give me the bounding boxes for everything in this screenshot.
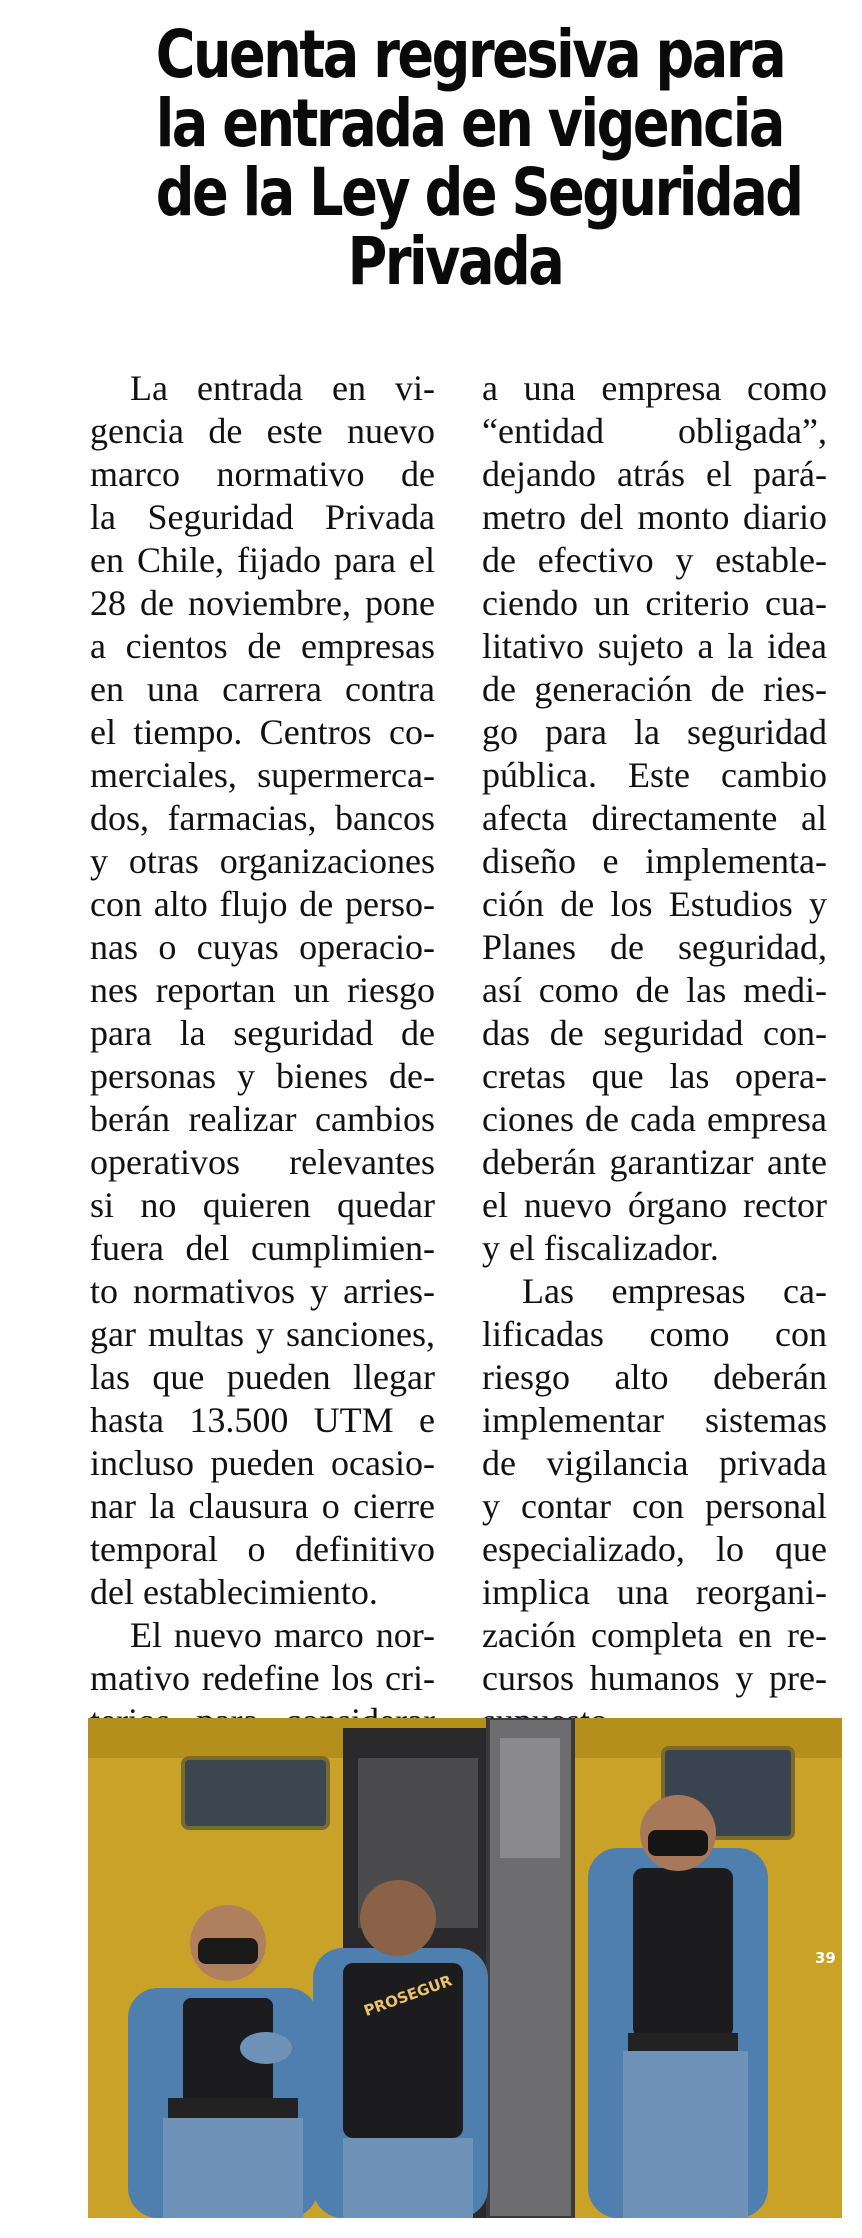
article-text-line: riesgo alto deberán — [482, 1357, 827, 1397]
article-text-line: nar la clausura o cierre — [90, 1486, 435, 1526]
article-text-line: mativo redefine los cri- — [90, 1658, 435, 1698]
article-text-line: de vigilancia privada — [482, 1443, 827, 1483]
vest-label: PROSEGUR — [361, 1971, 455, 2021]
article-text-line: cursos humanos y pre- — [482, 1658, 827, 1698]
article-text-line: 28 de noviembre, pone — [90, 583, 435, 623]
article-text-line: personas y bienes de- — [90, 1056, 435, 1096]
article-text-line: ción de los Estudios y — [482, 884, 827, 924]
headline-line: de la Ley de Seguridad — [155, 154, 802, 231]
article-text-line: nas o cuyas operacio- — [90, 927, 435, 967]
article-text-line: implementar sistemas — [482, 1400, 827, 1440]
article-text-line: litativo sujeto a la idea — [482, 626, 827, 666]
article-text-line: en una carrera contra — [90, 669, 435, 709]
article-text-line: de generación de ries- — [482, 669, 827, 709]
truck-window — [183, 1758, 328, 1828]
article-text-line: el nuevo órgano rector — [482, 1185, 827, 1225]
article-text-line: “entidad obligada”, — [482, 411, 827, 451]
article-text-line: Planes de seguridad, — [482, 927, 827, 967]
truck-number: 39 — [815, 1949, 836, 1967]
article-text-line: y el fiscalizador. — [482, 1228, 719, 1268]
article-text-line: la Seguridad Privada — [90, 497, 435, 537]
article-text-line: Las empresas ca- — [522, 1271, 827, 1311]
article-text-line: ciendo un criterio cua- — [482, 583, 827, 623]
article-text-line: diseño e implementa- — [482, 841, 827, 881]
article-text-line: en Chile, fijado para el — [90, 540, 435, 580]
guard-right — [588, 1795, 768, 2218]
article-text-line: para la seguridad de — [90, 1013, 435, 1053]
article-text-line: deberán garantizar ante — [482, 1142, 827, 1182]
article-text-line: a una empresa como — [482, 368, 827, 408]
article-text-line: así como de las medi- — [482, 970, 827, 1010]
article-text-line: fuera del cumplimien- — [90, 1228, 435, 1268]
article-text-line: El nuevo marco nor- — [130, 1615, 435, 1655]
article-text-line: go para la seguridad — [482, 712, 827, 752]
article-text-line: marco normativo de — [90, 454, 435, 494]
article-text-line: zación completa en re- — [482, 1615, 827, 1655]
article-text-line: afecta directamente al — [482, 798, 827, 838]
article-text-line: to normativos y arries- — [90, 1271, 435, 1311]
article-text-line: das de seguridad con- — [482, 1013, 827, 1053]
article-text-line: operativos relevantes — [90, 1142, 435, 1182]
headline-line: Privada — [347, 223, 563, 300]
security-guards-photo — [88, 1718, 842, 2218]
article-column-left — [90, 367, 435, 1743]
article-text-line: las que pueden llegar — [90, 1357, 435, 1397]
article-text-line: del establecimiento. — [90, 1572, 378, 1612]
article-text-line: hasta 13.500 UTM e — [90, 1400, 435, 1440]
article-text-line: y otras organizaciones — [90, 841, 435, 881]
article-photo — [88, 1718, 842, 2218]
article-text-line: con alto flujo de perso- — [90, 884, 435, 924]
article-text-line: dos, farmacias, bancos — [90, 798, 435, 838]
article-text-line: gar multas y sanciones, — [90, 1314, 435, 1354]
article-text-line: el tiempo. Centros co- — [90, 712, 435, 752]
article-text-line: temporal o definitivo — [90, 1529, 435, 1569]
article-text-line: implica una reorgani- — [482, 1572, 827, 1612]
article-text-line: berán realizar cambios — [90, 1099, 435, 1139]
article-column-right — [482, 367, 827, 1743]
article-text-line: gencia de este nuevo — [90, 411, 435, 451]
article-text-line: incluso pueden ocasio- — [90, 1443, 435, 1483]
article-text-line: si no quieren quedar — [90, 1185, 435, 1225]
article-text-line: ciones de cada empresa — [482, 1099, 827, 1139]
headline-line: la entrada en vigencia — [155, 85, 783, 162]
article-text-line: especializado, lo que — [482, 1529, 827, 1569]
headline-line: Cuenta regresiva para — [155, 16, 785, 93]
article-text-line: nes reportan un riesgo — [90, 970, 435, 1010]
article-text-line: La entrada en vi- — [130, 368, 435, 408]
article-text-line: lificadas como con — [482, 1314, 827, 1354]
article-text-line: y contar con personal — [482, 1486, 827, 1526]
article-text-line: merciales, supermerca- — [90, 755, 435, 795]
article-text-line: pública. Este cambio — [482, 755, 827, 795]
article-text-line: metro del monto diario — [482, 497, 827, 537]
article-text-line: cretas que las opera- — [482, 1056, 827, 1096]
article-headline — [155, 16, 802, 300]
article-text-line: a cientos de empresas — [90, 626, 435, 666]
article-text-line: dejando atrás el pará- — [482, 454, 827, 494]
article-text-line: de efectivo y estable- — [482, 540, 827, 580]
